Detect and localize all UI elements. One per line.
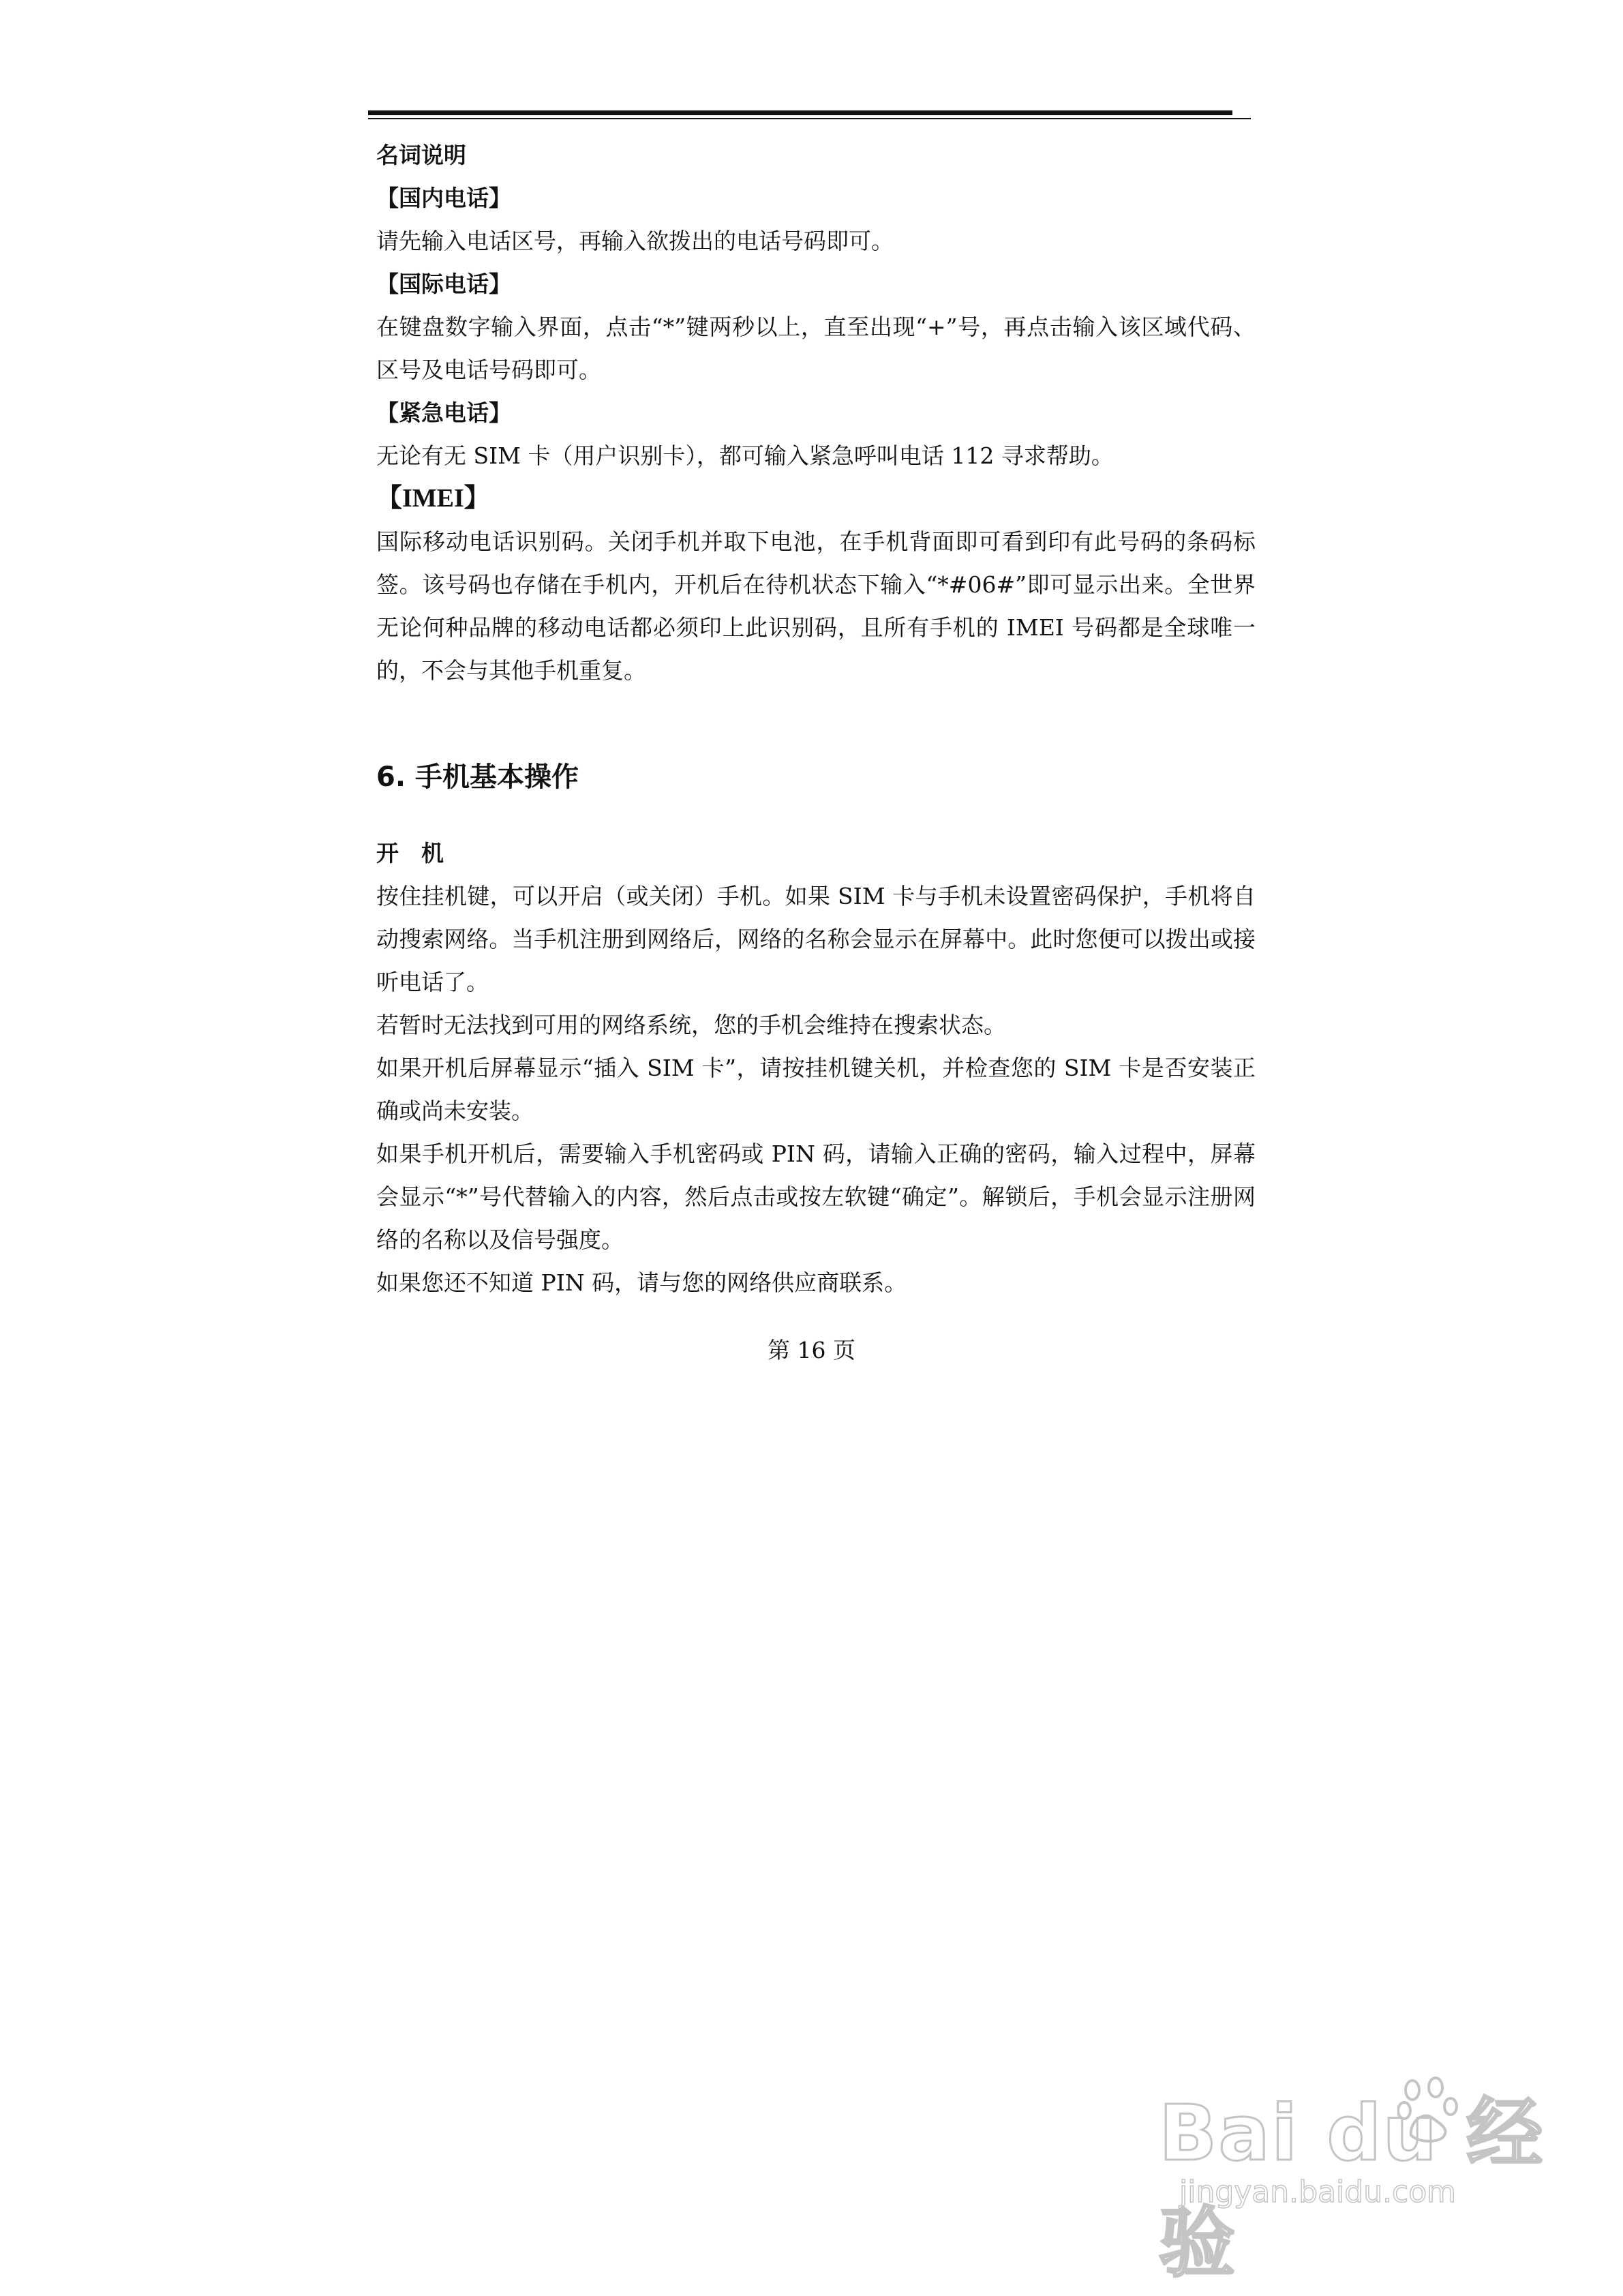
glossary-heading-domestic-call: 【国内电话】 (376, 185, 511, 211)
header-rule-thin (368, 118, 1251, 119)
baidu-paw-icon (1397, 2075, 1459, 2143)
section-paragraph-1: 按住挂机键，可以开启（或关闭）手机。如果 SIM 卡与手机未设置密码保护，手机将自动搜索网络。当手机注册到网络后，网络的名称会显示在屏幕中。此时您便可以拨出或接听电话了。 (376, 883, 1256, 995)
glossary-text-imei: 国际移动电话识别码。关闭手机并取下电池，在手机背面即可看到印有此号码的条码标签。该号码也存储在手机内，开机后在待机状态下输入“*#06#”即可显示出来。全世界无论何种品牌的移动电话都必须印上此识别码，且所有手机的 IMEI 号码都是全球唯一的，不会与其他手机重复。 (376, 528, 1256, 684)
section-title: 6. 手机基本操作 (376, 761, 579, 793)
section-paragraph-2: 若暂时无法找到可用的网络系统，您的手机会维持在搜索状态。 (376, 1012, 1006, 1038)
glossary-text-international-call: 在键盘数字输入界面，点击“*”键两秒以上，直至出现“+”号，再点击输入该区域代码、区号及电话号码即可。 (376, 314, 1256, 383)
page-content (376, 134, 1256, 1304)
glossary-text-domestic-call: 请先输入电话区号，再输入欲拨出的电话号码即可。 (376, 228, 894, 254)
watermark-url: jingyan.baidu.com (1179, 2175, 1457, 2209)
section-subheading-power-on: 开 机 (376, 840, 444, 866)
glossary-heading-imei: 【IMEI】 (376, 484, 490, 513)
glossary-heading-international-call: 【国际电话】 (376, 271, 511, 297)
header-rule-thick (368, 110, 1232, 115)
glossary-heading-emergency-call: 【紧急电话】 (376, 399, 511, 426)
section-paragraph-3: 如果开机后屏幕显示“插入 SIM 卡”，请按挂机键关机，并检查您的 SIM 卡是否安装正确或尚未安装。 (376, 1055, 1256, 1124)
glossary-title: 名词说明 (376, 142, 466, 168)
baidu-jingyan-watermark (1152, 2072, 1561, 2288)
glossary-text-emergency-call: 无论有无 SIM 卡（用户识别卡），都可输入紧急呼叫电话 112 寻求帮助。 (376, 442, 1114, 469)
watermark-logo-text: Bai du 经验 (1159, 2089, 1545, 2288)
section-paragraph-4: 如果手机开机后，需要输入手机密码或 PIN 码，请输入正确的密码，输入过程中，屏幕会显示“*”号代替输入的内容，然后点击或按左软键“确定”。解锁后，手机会显示注册网络的名称以及信号强度。 (376, 1141, 1256, 1253)
section-paragraph-5: 如果您还不知道 PIN 码，请与您的网络供应商联系。 (376, 1269, 907, 1296)
page-number: 第 16 页 (768, 1337, 855, 1363)
